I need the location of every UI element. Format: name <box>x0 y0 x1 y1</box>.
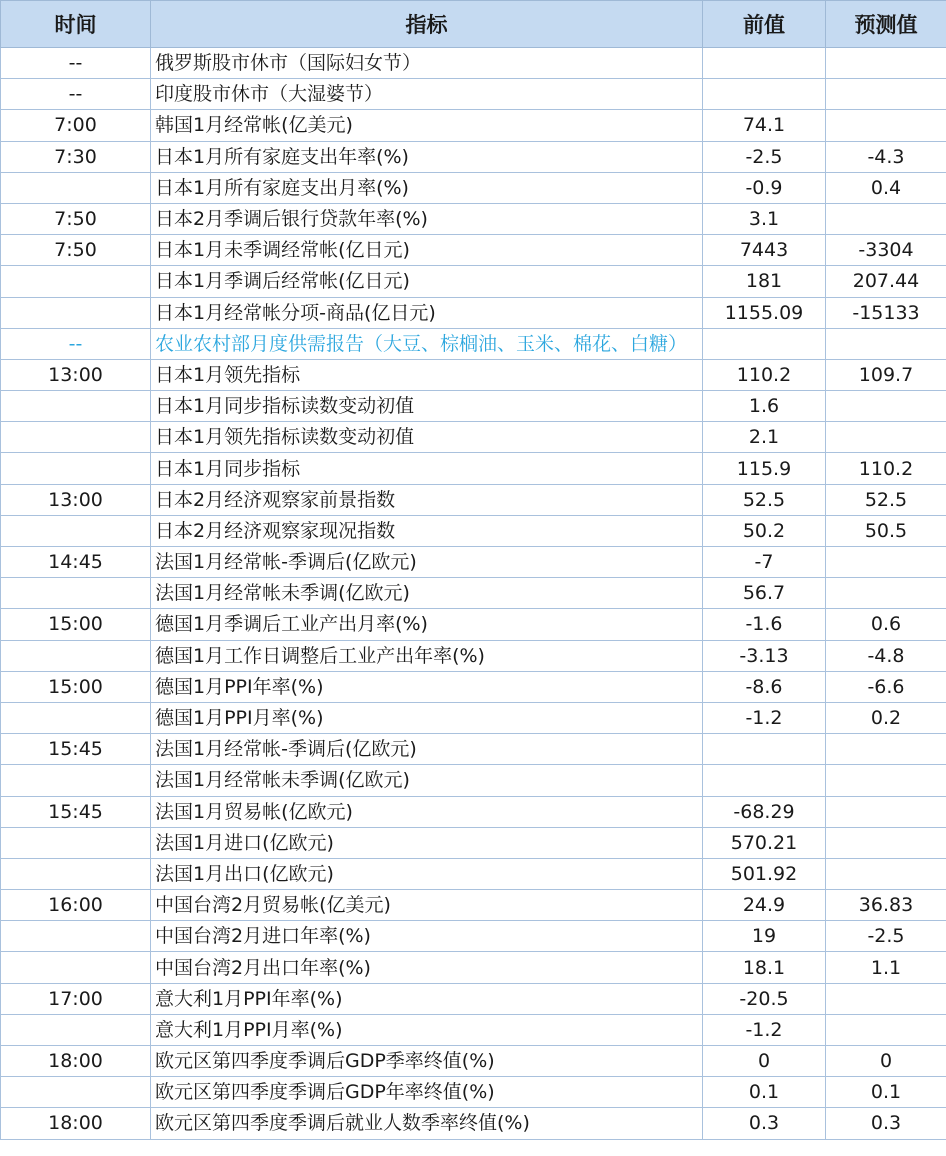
forecast-value-cell: 0.2 <box>826 702 946 733</box>
time-cell: 13:00 <box>1 484 151 515</box>
table-row <box>1 547 946 578</box>
time-cell: 14:45 <box>1 547 151 578</box>
time-cell: 15:45 <box>1 734 151 765</box>
indicator-cell: 法国1月经常帐-季调后(亿欧元) <box>151 547 703 578</box>
indicator-cell: 法国1月贸易帐(亿欧元) <box>151 796 703 827</box>
time-cell: -- <box>1 79 151 110</box>
forecast-value-cell: 52.5 <box>826 484 946 515</box>
previous-value-cell <box>703 328 826 359</box>
forecast-value-cell <box>826 827 946 858</box>
forecast-value-cell: 0.6 <box>826 609 946 640</box>
forecast-value-cell <box>826 422 946 453</box>
previous-value-cell: 56.7 <box>703 578 826 609</box>
time-cell: 7:00 <box>1 110 151 141</box>
indicator-cell: 意大利1月PPI年率(%) <box>151 983 703 1014</box>
previous-value-cell <box>703 79 826 110</box>
indicator-cell: 法国1月经常帐未季调(亿欧元) <box>151 765 703 796</box>
forecast-value-cell: -3304 <box>826 235 946 266</box>
indicator-cell: 德国1月季调后工业产出月率(%) <box>151 609 703 640</box>
table-row <box>1 1046 946 1077</box>
forecast-value-cell: -6.6 <box>826 671 946 702</box>
table-row <box>1 328 946 359</box>
previous-value-cell: 1155.09 <box>703 297 826 328</box>
time-cell: 7:50 <box>1 235 151 266</box>
indicator-cell: 法国1月经常帐-季调后(亿欧元) <box>151 734 703 765</box>
table-row <box>1 359 946 390</box>
forecast-value-cell: 109.7 <box>826 359 946 390</box>
time-cell: 7:30 <box>1 141 151 172</box>
indicator-cell: 中国台湾2月进口年率(%) <box>151 921 703 952</box>
previous-value-cell: -8.6 <box>703 671 826 702</box>
header-time: 时间 <box>1 1 151 48</box>
previous-value-cell: 52.5 <box>703 484 826 515</box>
previous-value-cell: 50.2 <box>703 515 826 546</box>
indicator-cell: 日本1月经常帐分项-商品(亿日元) <box>151 297 703 328</box>
indicator-cell: 日本2月经济观察家现况指数 <box>151 515 703 546</box>
time-cell <box>1 921 151 952</box>
forecast-value-cell <box>826 48 946 79</box>
time-cell <box>1 827 151 858</box>
forecast-value-cell: 110.2 <box>826 453 946 484</box>
forecast-value-cell <box>826 734 946 765</box>
time-cell <box>1 858 151 889</box>
time-cell: 17:00 <box>1 983 151 1014</box>
forecast-value-cell: -4.8 <box>826 640 946 671</box>
indicator-cell: 农业农村部月度供需报告（大豆、棕榈油、玉米、棉花、白糖） <box>151 328 703 359</box>
time-cell <box>1 422 151 453</box>
forecast-value-cell <box>826 765 946 796</box>
table-row <box>1 79 946 110</box>
previous-value-cell: -1.2 <box>703 1014 826 1045</box>
table-row <box>1 890 946 921</box>
header-previous: 前值 <box>703 1 826 48</box>
table-row <box>1 203 946 234</box>
time-cell <box>1 297 151 328</box>
forecast-value-cell <box>826 578 946 609</box>
forecast-value-cell: -15133 <box>826 297 946 328</box>
forecast-value-cell <box>826 1014 946 1045</box>
header-row <box>1 1 946 48</box>
table-row <box>1 1108 946 1139</box>
table-row <box>1 297 946 328</box>
indicator-cell: 法国1月出口(亿欧元) <box>151 858 703 889</box>
previous-value-cell: 19 <box>703 921 826 952</box>
time-cell <box>1 765 151 796</box>
table-row <box>1 453 946 484</box>
previous-value-cell: -1.6 <box>703 609 826 640</box>
previous-value-cell: 181 <box>703 266 826 297</box>
table-row <box>1 640 946 671</box>
time-cell: 7:50 <box>1 203 151 234</box>
previous-value-cell: -7 <box>703 547 826 578</box>
previous-value-cell: 110.2 <box>703 359 826 390</box>
indicator-cell: 日本1月季调后经常帐(亿日元) <box>151 266 703 297</box>
indicator-cell: 日本1月同步指标 <box>151 453 703 484</box>
table-row <box>1 983 946 1014</box>
previous-value-cell: 115.9 <box>703 453 826 484</box>
previous-value-cell: -68.29 <box>703 796 826 827</box>
time-cell: -- <box>1 48 151 79</box>
forecast-value-cell <box>826 983 946 1014</box>
forecast-value-cell: -2.5 <box>826 921 946 952</box>
forecast-value-cell <box>826 110 946 141</box>
indicator-cell: 欧元区第四季度季调后GDP年率终值(%) <box>151 1077 703 1108</box>
indicator-cell: 日本1月所有家庭支出年率(%) <box>151 141 703 172</box>
time-cell <box>1 1077 151 1108</box>
previous-value-cell: -2.5 <box>703 141 826 172</box>
time-cell: 18:00 <box>1 1046 151 1077</box>
table-row <box>1 734 946 765</box>
indicator-cell: 欧元区第四季度季调后GDP季率终值(%) <box>151 1046 703 1077</box>
time-cell <box>1 172 151 203</box>
indicator-cell: 意大利1月PPI月率(%) <box>151 1014 703 1045</box>
table-row <box>1 671 946 702</box>
indicator-cell: 德国1月工作日调整后工业产出年率(%) <box>151 640 703 671</box>
indicator-cell: 日本1月未季调经常帐(亿日元) <box>151 235 703 266</box>
time-cell: -- <box>1 328 151 359</box>
previous-value-cell: 570.21 <box>703 827 826 858</box>
indicator-cell: 俄罗斯股市休市（国际妇女节） <box>151 48 703 79</box>
header-forecast: 预测值 <box>826 1 946 48</box>
time-cell <box>1 515 151 546</box>
forecast-value-cell: 0.3 <box>826 1108 946 1139</box>
indicator-cell: 日本1月同步指标读数变动初值 <box>151 391 703 422</box>
table-row <box>1 48 946 79</box>
indicator-cell: 日本1月领先指标读数变动初值 <box>151 422 703 453</box>
forecast-value-cell <box>826 547 946 578</box>
time-cell <box>1 952 151 983</box>
previous-value-cell: -0.9 <box>703 172 826 203</box>
table-row <box>1 391 946 422</box>
previous-value-cell: -20.5 <box>703 983 826 1014</box>
table-row <box>1 827 946 858</box>
table-row <box>1 1014 946 1045</box>
indicator-cell: 韩国1月经常帐(亿美元) <box>151 110 703 141</box>
table-row <box>1 141 946 172</box>
forecast-value-cell <box>826 79 946 110</box>
indicator-cell: 中国台湾2月出口年率(%) <box>151 952 703 983</box>
time-cell: 15:00 <box>1 671 151 702</box>
table-header <box>1 1 946 48</box>
table-row <box>1 266 946 297</box>
previous-value-cell: 0.1 <box>703 1077 826 1108</box>
time-cell: 13:00 <box>1 359 151 390</box>
forecast-value-cell <box>826 203 946 234</box>
previous-value-cell: -1.2 <box>703 702 826 733</box>
indicator-cell: 中国台湾2月贸易帐(亿美元) <box>151 890 703 921</box>
table-row <box>1 858 946 889</box>
table-row <box>1 484 946 515</box>
forecast-value-cell: 50.5 <box>826 515 946 546</box>
previous-value-cell: 0.3 <box>703 1108 826 1139</box>
header-indicator: 指标 <box>151 1 703 48</box>
indicator-cell: 德国1月PPI年率(%) <box>151 671 703 702</box>
forecast-value-cell <box>826 391 946 422</box>
time-cell: 18:00 <box>1 1108 151 1139</box>
forecast-value-cell: 0.4 <box>826 172 946 203</box>
forecast-value-cell: 0 <box>826 1046 946 1077</box>
indicator-cell: 日本1月领先指标 <box>151 359 703 390</box>
table-row <box>1 578 946 609</box>
time-cell <box>1 453 151 484</box>
table-row <box>1 702 946 733</box>
forecast-value-cell: 207.44 <box>826 266 946 297</box>
forecast-value-cell: 1.1 <box>826 952 946 983</box>
forecast-value-cell: -4.3 <box>826 141 946 172</box>
table-row <box>1 235 946 266</box>
time-cell: 15:45 <box>1 796 151 827</box>
indicator-cell: 日本2月季调后银行贷款年率(%) <box>151 203 703 234</box>
indicator-cell: 法国1月进口(亿欧元) <box>151 827 703 858</box>
time-cell: 15:00 <box>1 609 151 640</box>
indicator-cell: 法国1月经常帐未季调(亿欧元) <box>151 578 703 609</box>
time-cell <box>1 1014 151 1045</box>
previous-value-cell <box>703 765 826 796</box>
forecast-value-cell: 36.83 <box>826 890 946 921</box>
previous-value-cell: 24.9 <box>703 890 826 921</box>
forecast-value-cell: 0.1 <box>826 1077 946 1108</box>
indicator-cell: 德国1月PPI月率(%) <box>151 702 703 733</box>
table-row <box>1 796 946 827</box>
indicator-cell: 日本2月经济观察家前景指数 <box>151 484 703 515</box>
forecast-value-cell <box>826 796 946 827</box>
time-cell <box>1 702 151 733</box>
previous-value-cell <box>703 734 826 765</box>
table-row <box>1 515 946 546</box>
previous-value-cell: 0 <box>703 1046 826 1077</box>
time-cell <box>1 266 151 297</box>
indicator-cell: 印度股市休市（大湿婆节） <box>151 79 703 110</box>
previous-value-cell: 2.1 <box>703 422 826 453</box>
table-row <box>1 1077 946 1108</box>
time-cell <box>1 391 151 422</box>
time-cell: 16:00 <box>1 890 151 921</box>
indicator-cell: 日本1月所有家庭支出月率(%) <box>151 172 703 203</box>
forecast-value-cell <box>826 858 946 889</box>
forecast-value-cell <box>826 328 946 359</box>
time-cell <box>1 578 151 609</box>
previous-value-cell: -3.13 <box>703 640 826 671</box>
indicator-cell: 欧元区第四季度季调后就业人数季率终值(%) <box>151 1108 703 1139</box>
table-row <box>1 172 946 203</box>
previous-value-cell: 74.1 <box>703 110 826 141</box>
previous-value-cell <box>703 48 826 79</box>
table-body <box>1 48 946 1140</box>
table-row <box>1 921 946 952</box>
time-cell <box>1 640 151 671</box>
table-row <box>1 765 946 796</box>
table-row <box>1 422 946 453</box>
table-row <box>1 609 946 640</box>
previous-value-cell: 501.92 <box>703 858 826 889</box>
table-row <box>1 110 946 141</box>
previous-value-cell: 18.1 <box>703 952 826 983</box>
table-row <box>1 952 946 983</box>
previous-value-cell: 7443 <box>703 235 826 266</box>
previous-value-cell: 3.1 <box>703 203 826 234</box>
previous-value-cell: 1.6 <box>703 391 826 422</box>
